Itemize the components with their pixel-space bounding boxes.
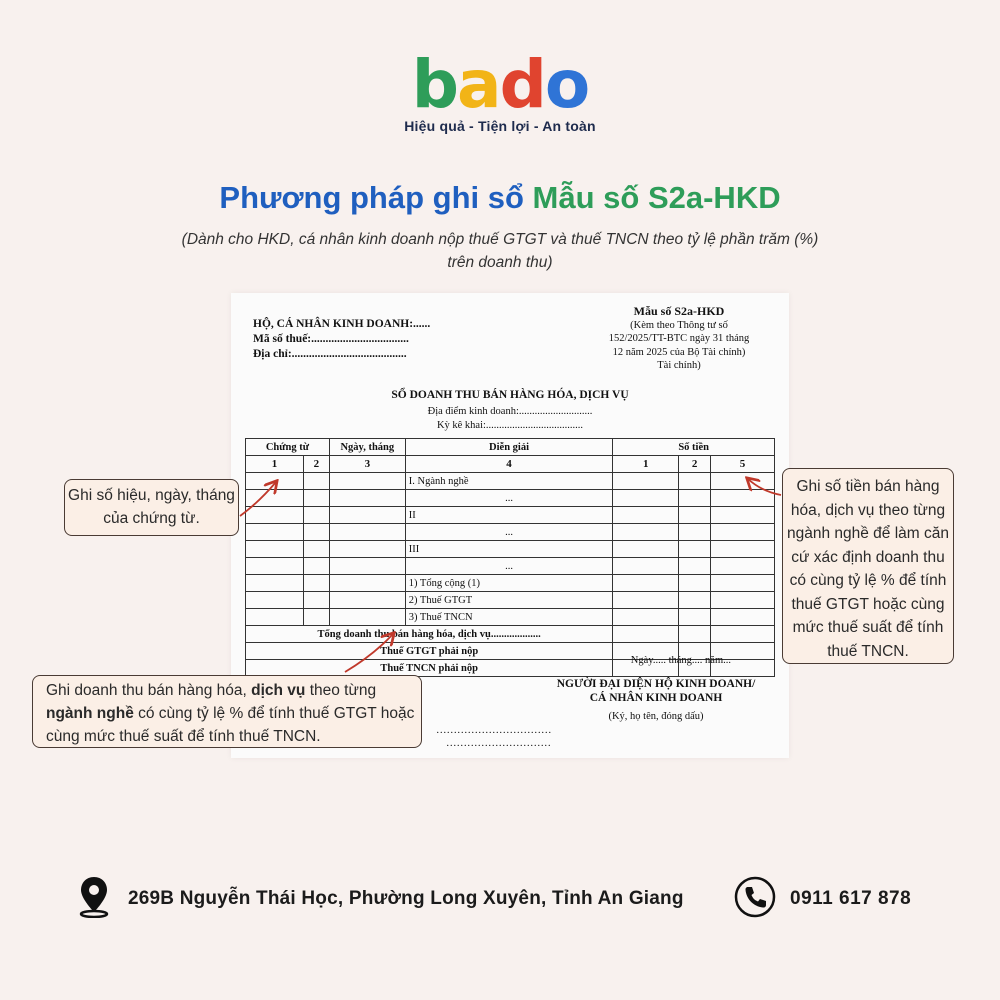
vat-payable-label: Thuế GTGT phải nộp: [246, 643, 613, 660]
date-line: Ngày..... tháng.... năm...: [630, 655, 731, 666]
form-ref-line-1: (Kèm theo Thông tư số: [630, 319, 728, 331]
table-row: [246, 524, 775, 541]
header-dien-giai: Diễn giải: [405, 439, 613, 456]
col-number: 3: [329, 456, 405, 473]
footer-address: 269B Nguyễn Thái Học, Phường Long Xuyên, Tỉnh An Giang: [128, 888, 684, 909]
row-label: I. Ngành nghề: [405, 473, 613, 490]
footer-phone[interactable]: 0911 617 878: [790, 888, 912, 909]
book-subtitle: [231, 405, 789, 433]
rep-title-line-1: NGƯỜI ĐẠI DIỆN HỘ KINH DOANH/: [556, 678, 756, 690]
page-title: [0, 180, 1000, 216]
row-label: II: [405, 507, 613, 524]
location-pin-icon: [72, 874, 116, 918]
signature-instruction: (Ký, họ tên, đóng dấu): [608, 711, 704, 722]
callout-bold-text: ngành nghề: [46, 705, 134, 722]
title-part-1: Phương pháp ghi sổ: [219, 180, 533, 215]
total-row: [246, 626, 775, 643]
form-left-header: [253, 317, 430, 362]
row-label: ...: [405, 490, 613, 507]
revenue-table: [245, 438, 775, 677]
signature-dots-1: ……………………………: [436, 725, 552, 736]
col-number: 2: [679, 456, 711, 473]
pit-payable-label: Thuế TNCN phải nộp: [246, 660, 613, 677]
rep-title-line-2: CÁ NHÂN KINH DOANH: [589, 692, 723, 704]
representative-title: [531, 677, 781, 705]
business-name-line: HỘ, CÁ NHÂN KINH DOANH:......: [253, 318, 431, 330]
row-label: 2) Thuế GTGT: [405, 592, 613, 609]
table-row: [246, 558, 775, 575]
signature-dots-2: …………………………: [446, 738, 551, 749]
logo-letter-a: a: [457, 46, 500, 123]
table-row: [246, 592, 775, 609]
brand-logo: [0, 46, 1000, 134]
logo-letter-d: d: [499, 46, 545, 123]
form-ref-line-4: Tài chính): [657, 360, 701, 371]
table-row: [246, 541, 775, 558]
phone-icon: [734, 876, 776, 918]
address-line: Địa chỉ:........................................: [253, 348, 407, 360]
location-line: Địa điểm kinh doanh:............................: [427, 406, 593, 417]
col-number: 5: [711, 456, 775, 473]
callout-text: có cùng tỷ lệ % để tính thuế GTGT hoặc cùng mức thuế suất để tính thuế TNCN.: [46, 705, 415, 745]
header-ngay-thang: Ngày, tháng: [329, 439, 405, 456]
logo-letter-o: o: [544, 46, 589, 123]
form-right-header: [579, 305, 779, 373]
tax-code-line: Mã số thuế:..................................: [253, 333, 409, 345]
col-number: 2: [303, 456, 329, 473]
logo-letter-b: b: [411, 46, 458, 123]
table-row: [246, 490, 775, 507]
period-line: Kỳ kê khai:.....................................: [436, 420, 584, 431]
total-revenue-label: Tổng doanh thu bán hàng hóa, dịch vụ...................: [246, 626, 613, 643]
callout-bold-text: dịch vụ: [251, 682, 306, 699]
row-label: ...: [405, 524, 613, 541]
header-so-tien: Số tiền: [613, 439, 775, 456]
page-subtitle: (Dành cho HKD, cá nhân kinh doanh nộp thuế GTGT và thuế TNCN theo tỷ lệ phần trăm (%) trên doanh thu): [181, 231, 819, 271]
form-code: Mẫu số S2a-HKD: [633, 304, 725, 318]
book-title: SỔ DOANH THU BÁN HÀNG HÓA, DỊCH VỤ: [391, 389, 629, 401]
table-row: [246, 507, 775, 524]
table-row: [246, 609, 775, 626]
col-number: 1: [246, 456, 304, 473]
callout-voucher-note: Ghi số hiệu, ngày, tháng của chứng từ.: [64, 479, 239, 536]
row-label: III: [405, 541, 613, 558]
col-number: 4: [405, 456, 613, 473]
row-label: 1) Tổng cộng (1): [405, 575, 613, 592]
callout-text: Ghi doanh thu bán hàng hóa,: [46, 682, 252, 699]
title-part-2: Mẫu số S2a-HKD: [532, 180, 781, 215]
logo-wordmark: [0, 46, 1000, 123]
callout-text: theo từng: [305, 682, 377, 699]
form-ref-line-3: 12 năm 2025 của Bộ Tài chính): [612, 346, 746, 358]
footer: [72, 874, 942, 926]
callout-revenue-note: [32, 675, 422, 748]
brand-tagline: Hiệu quả - Tiện lợi - An toàn: [404, 118, 596, 134]
col-number: 1: [613, 456, 679, 473]
callout-amount-note: Ghi số tiền bán hàng hóa, dịch vụ theo từng ngành nghề để làm căn cứ xác định doanh thu có cùng tỷ lệ % để tính thuế GTGT hoặc cùng mức thuế suất để tính thuế TNCN.: [782, 468, 954, 664]
row-label: ...: [405, 558, 613, 575]
table-row: [246, 575, 775, 592]
table-row: [246, 473, 775, 490]
form-ref-line-2: 152/2025/TT-BTC ngày 31 tháng: [608, 333, 750, 344]
header-chung-tu: Chứng từ: [246, 439, 330, 456]
row-label: 3) Thuế TNCN: [405, 609, 613, 626]
